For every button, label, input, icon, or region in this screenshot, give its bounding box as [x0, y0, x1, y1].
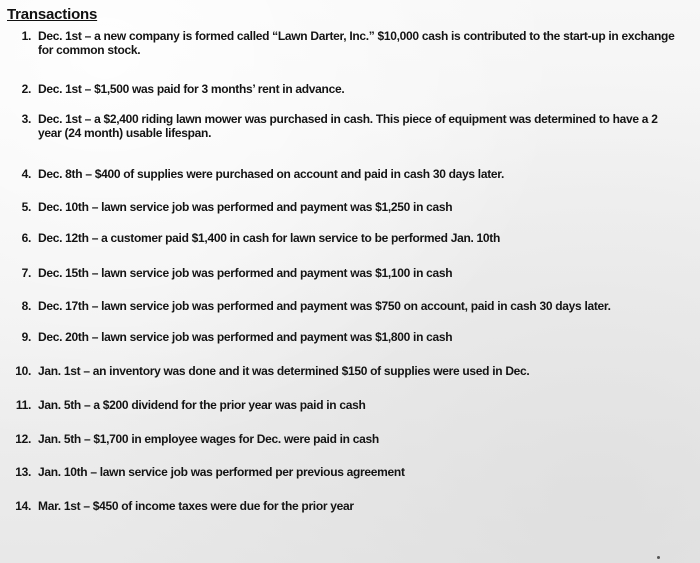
transaction-number: 2. — [21, 82, 31, 96]
transaction-item — [14, 398, 684, 412]
transaction-item — [14, 82, 684, 96]
transaction-text: Mar. 1st – $450 of income taxes were due for the prior year — [38, 499, 354, 513]
transaction-item — [14, 200, 684, 214]
transaction-text: Jan. 10th – lawn service job was performed per previous agreement — [38, 465, 405, 479]
transaction-text: Dec. 15th – lawn service job was performed and payment was $1,100 in cash — [38, 266, 453, 280]
transaction-number: 14. — [15, 499, 31, 513]
transaction-item — [14, 112, 684, 140]
transaction-list — [14, 28, 684, 513]
transaction-text: Dec. 1st – a new company is formed called “Lawn Darter, Inc.” $10,000 cash is contributed to the start-up in exchange for common stock. — [38, 29, 675, 57]
transaction-item — [14, 167, 684, 181]
transaction-item — [14, 266, 684, 280]
transaction-item — [14, 231, 684, 245]
transaction-text: Dec. 17th – lawn service job was performed and payment was $750 on account, paid in cash 30 days later. — [38, 299, 611, 313]
transaction-item — [14, 330, 684, 344]
transaction-text: Dec. 10th – lawn service job was performed and payment was $1,250 in cash — [38, 200, 453, 214]
transaction-text: Dec. 20th – lawn service job was performed and payment was $1,800 in cash — [38, 330, 453, 344]
transaction-number: 3. — [21, 112, 31, 126]
transaction-text: Dec. 12th – a customer paid $1,400 in cash for lawn service to be performed Jan. 10th — [38, 231, 501, 245]
transaction-number: 12. — [15, 432, 31, 446]
transaction-number: 11. — [15, 398, 31, 412]
transaction-number: 13. — [15, 465, 31, 479]
transaction-number: 4. — [21, 167, 31, 181]
transaction-text: Jan. 1st – an inventory was done and it was determined $150 of supplies were used in Dec. — [38, 364, 530, 378]
transaction-number: 10. — [15, 364, 31, 378]
transaction-number: 7. — [21, 266, 31, 280]
transaction-number: 9. — [21, 330, 31, 344]
transaction-item — [14, 364, 684, 378]
transaction-text: Dec. 1st – a $2,400 riding lawn mower was purchased in cash. This piece of equipment was determined to have a 2 year (24 month) usable lifespan. — [38, 112, 658, 140]
transaction-item — [14, 499, 684, 513]
transaction-item — [14, 432, 684, 446]
transaction-number: 8. — [21, 299, 31, 313]
transaction-text: Dec. 1st – $1,500 was paid for 3 months’ rent in advance. — [38, 82, 345, 96]
transaction-item — [14, 299, 684, 313]
transaction-number: 6. — [21, 231, 31, 245]
transaction-number: 5. — [21, 200, 31, 214]
transaction-text: Jan. 5th – a $200 dividend for the prior year was paid in cash — [38, 398, 366, 412]
transaction-item — [14, 29, 684, 57]
transaction-number: 1. — [21, 29, 31, 43]
transaction-text: Dec. 8th – $400 of supplies were purchased on account and paid in cash 30 days later. — [38, 167, 505, 181]
cursor-mark — [657, 556, 660, 559]
transaction-item — [14, 465, 684, 479]
page-title: Transactions — [7, 6, 98, 23]
transaction-text: Jan. 5th – $1,700 in employee wages for Dec. were paid in cash — [38, 432, 379, 446]
